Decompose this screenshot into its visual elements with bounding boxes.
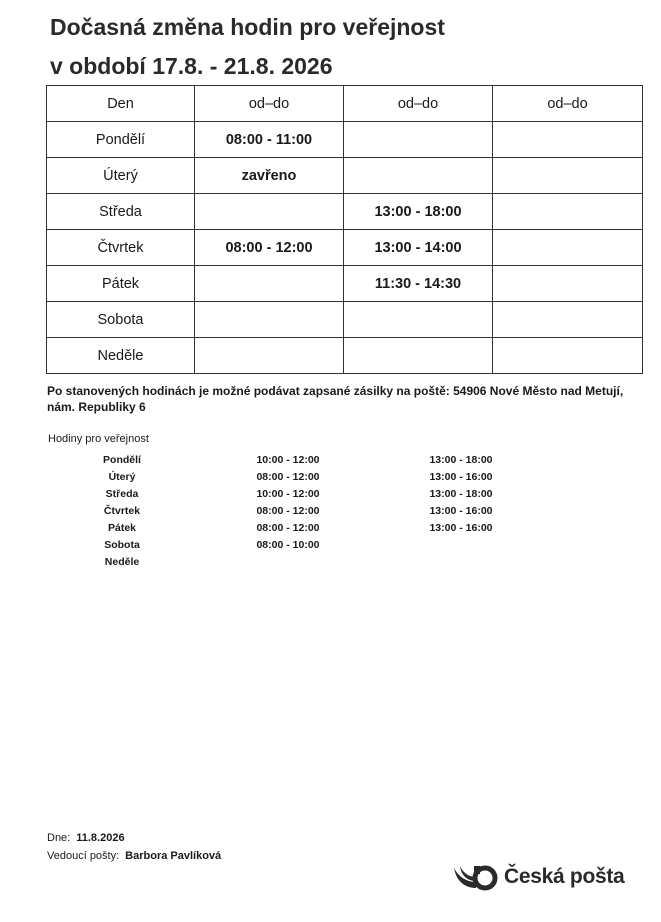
list-item [72,553,536,570]
manager-value: Barbora Pavlíková [125,850,222,862]
time-cell: zavřeno [195,158,344,194]
day-cell: Pondělí [47,122,195,158]
list-item [72,502,536,519]
table-header-row [47,86,643,122]
regular-time-2: 13:00 - 16:00 [429,470,493,483]
time-cell: 08:00 - 11:00 [195,122,344,158]
day-cell: Čtvrtek [47,230,195,266]
time-cell [344,158,493,194]
manager-line [47,850,221,862]
time-cell: 13:00 - 18:00 [344,194,493,230]
regular-time-2 [372,536,536,553]
list-item [72,451,536,468]
table-row [47,266,643,302]
time-cell [493,194,643,230]
title-line-1: Dočasná změna hodin pro veřejnost [50,14,445,40]
regular-time-1: 10:00 - 12:00 [256,487,320,500]
ceska-posta-logo [452,862,624,892]
list-item [72,485,536,502]
time-cell [195,302,344,338]
regular-time-2: 13:00 - 18:00 [429,487,493,500]
time-cell [344,302,493,338]
time-cell [493,266,643,302]
header-from-to-3: od–do [493,86,643,122]
post-horn-icon [452,862,498,892]
time-cell: 11:30 - 14:30 [344,266,493,302]
day-cell: Středa [47,194,195,230]
regular-time-1: 10:00 - 12:00 [256,453,320,466]
regular-time-2 [372,553,536,570]
date-value: 11.8.2026 [76,832,125,844]
list-item [72,536,536,553]
regular-time-1: 08:00 - 10:00 [256,538,320,551]
regular-time-2: 13:00 - 16:00 [429,521,493,534]
time-cell [493,302,643,338]
time-cell [344,338,493,374]
table-row [47,302,643,338]
table-row [47,338,643,374]
day-cell: Pátek [47,266,195,302]
list-item [72,468,536,485]
table-row [47,122,643,158]
time-cell [493,122,643,158]
page-title [50,8,445,86]
time-cell [195,266,344,302]
regular-day: Sobota [104,538,140,551]
logo-text: Česká pošta [504,865,625,888]
time-cell: 13:00 - 14:00 [344,230,493,266]
regular-hours-table [72,451,536,570]
regular-time-1 [172,553,372,570]
date-line [47,832,125,844]
regular-day: Neděle [104,555,140,568]
regular-day: Čtvrtek [103,504,141,517]
day-cell: Neděle [47,338,195,374]
header-day: Den [47,86,195,122]
time-cell [344,122,493,158]
day-cell: Sobota [47,302,195,338]
regular-day: Úterý [108,470,136,483]
time-cell: 08:00 - 12:00 [195,230,344,266]
temporary-hours-table [46,85,643,374]
regular-day: Středa [105,487,139,500]
table-row [47,230,643,266]
table-row [47,158,643,194]
after-hours-note: Po stanovených hodinách je možné podávat zapsané zásilky na poště: 54906 Nové Město nad Metují, nám. Republiky 6 [47,384,624,414]
time-cell [493,158,643,194]
regular-time-2: 13:00 - 18:00 [429,453,493,466]
regular-time-2: 13:00 - 16:00 [429,504,493,517]
manager-label: Vedoucí pošty: [47,850,120,862]
regular-time-1: 08:00 - 12:00 [256,504,320,517]
day-cell: Úterý [47,158,195,194]
regular-hours-heading: Hodiny pro veřejnost [48,433,149,445]
time-cell [195,338,344,374]
list-item [72,519,536,536]
table-row [47,194,643,230]
time-cell [493,338,643,374]
time-cell [195,194,344,230]
header-from-to-2: od–do [344,86,493,122]
regular-time-1: 08:00 - 12:00 [256,470,320,483]
time-cell [493,230,643,266]
title-line-2: v období 17.8. - 21.8. 2026 [50,53,333,79]
regular-day: Pátek [107,521,137,534]
regular-time-1: 08:00 - 12:00 [256,521,320,534]
date-label: Dne: [47,832,71,844]
regular-day: Pondělí [103,453,141,466]
header-from-to-1: od–do [195,86,344,122]
